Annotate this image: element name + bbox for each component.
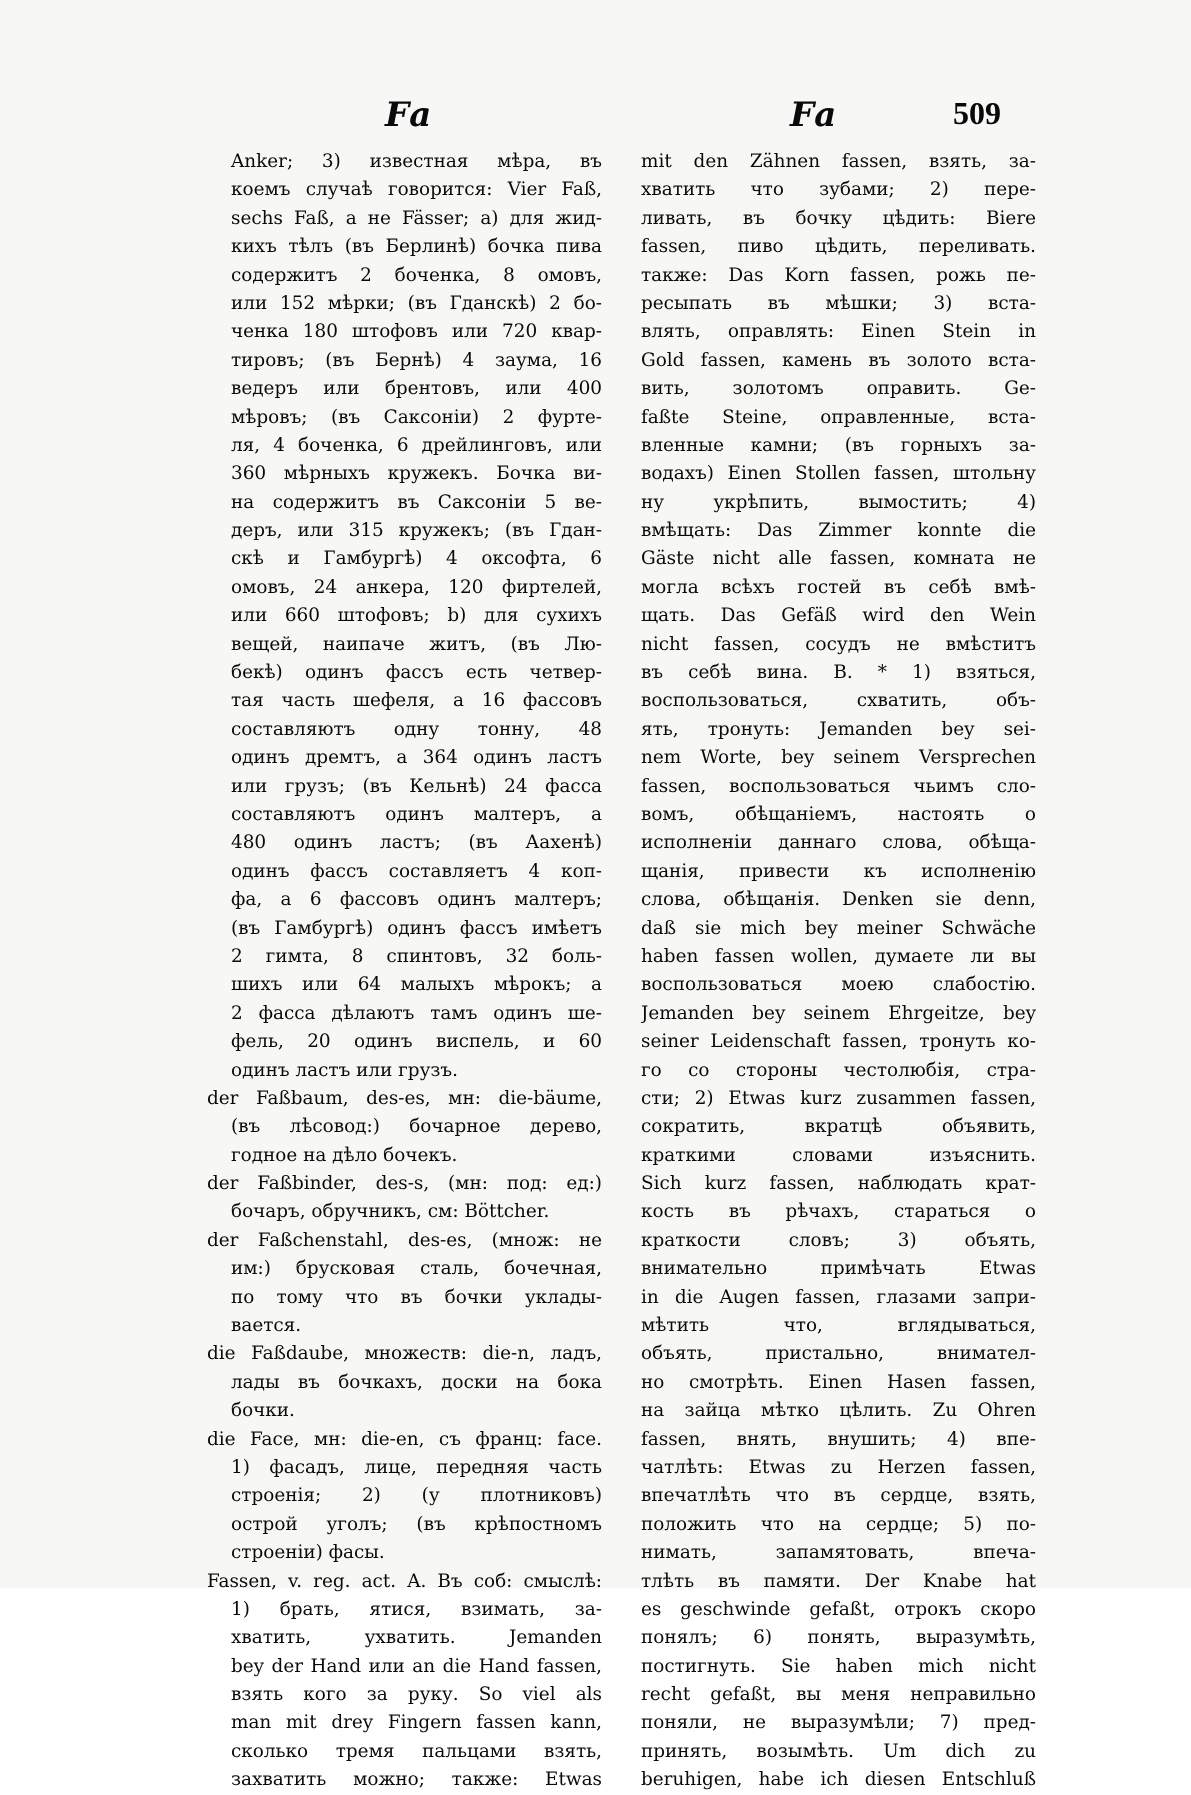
text-line: фа, а 6 фассовъ одинъ малтеръ;: [231, 889, 602, 911]
text-line: nicht fassen, сосудъ не вмѣститъ: [641, 633, 1036, 655]
text-line: 1) фасадъ, лице, передняя часть: [231, 1456, 602, 1478]
text-line: es geschwinde gefaßt, отрокъ скоро: [641, 1598, 1036, 1620]
text-line: вещей, наипаче житъ, (въ Лю-: [231, 633, 602, 655]
text-line: ведеръ или брентовъ, или 400: [231, 378, 602, 400]
text-line: вленные камни; (въ горныхъ за-: [641, 434, 1036, 456]
running-head-left: Fa: [385, 95, 434, 135]
text-line: ресыпать въ мѣшки; 3) вста-: [641, 292, 1036, 314]
text-line: внимательно примѣчать Etwas: [641, 1258, 1036, 1280]
text-line: сократить, вкратцѣ объявить,: [641, 1116, 1036, 1138]
text-line: der Faßbaum, des-es, мн: die-bäume,: [207, 1087, 602, 1109]
text-line: 360 мѣрныхъ кружекъ. Бочка ви-: [231, 463, 602, 485]
text-line: одинъ фассъ составляетъ 4 коп-: [231, 860, 602, 882]
right-column: [641, 148, 1036, 1795]
text-line: въ себѣ вина. B. * 1) взяться,: [641, 662, 1036, 684]
text-line: bey der Hand или an die Hand fassen,: [231, 1655, 602, 1677]
text-line: на содержитъ въ Саксоніи 5 ве-: [231, 491, 602, 513]
text-line: исполненіи даннаго слова, обѣща-: [641, 832, 1036, 854]
text-line: fassen, воспользоваться чьимъ сло-: [641, 775, 1036, 797]
text-line: лады въ бочкахъ, доски на бока: [231, 1371, 602, 1393]
text-line: бочаръ, обручникъ, см: Böttcher.: [231, 1201, 550, 1223]
text-line: краткими словами изъяснить.: [641, 1144, 1036, 1166]
text-line: мѣровъ; (въ Саксоніи) 2 фурте-: [231, 406, 602, 428]
text-line: или 660 штофовъ; b) для сухихъ: [231, 605, 602, 627]
text-line: in die Augen fassen, глазами запри-: [641, 1286, 1036, 1308]
text-line: строенія; 2) (у плотниковъ): [231, 1485, 602, 1507]
text-line: щать. Das Gefäß wird den Wein: [641, 605, 1036, 627]
text-line: Jemanden bey seinem Ehrgeitze, bey: [641, 1002, 1036, 1024]
text-line: хватить, ухватить. Jemanden: [231, 1627, 602, 1649]
text-line: коемъ случаѣ говорится: Vier Faß,: [231, 179, 602, 201]
text-line: faßte Steine, оправленные, вста-: [641, 406, 1036, 428]
text-line: взять кого за руку. So viel als: [231, 1684, 602, 1706]
text-line: поняли, не выразумѣли; 7) пред-: [641, 1712, 1036, 1734]
text-line: им:) брусковая сталь, бочечная,: [231, 1258, 602, 1280]
text-line: ля, 4 боченка, 6 дрейлинговъ, или: [231, 434, 602, 456]
text-line: бочки.: [231, 1400, 295, 1422]
text-line: der Faßbinder, des-s, (мн: под: ед:): [207, 1173, 602, 1195]
text-line: одинъ дремтъ, а 364 одинъ ластъ: [231, 747, 602, 769]
text-line: (въ лѣсовод:) бочарное дерево,: [231, 1116, 602, 1138]
text-line: (въ Гамбургѣ) одинъ фассъ имѣетъ: [231, 917, 602, 939]
text-line: составляютъ одинъ малтеръ, а: [231, 803, 602, 825]
text-line: die Faßdaube, множеств: die-n, ладъ,: [207, 1343, 602, 1365]
text-line: содержитъ 2 боченка, 8 омовъ,: [231, 264, 602, 286]
text-line: строеніи) фасы.: [231, 1542, 385, 1564]
text-line: воспользоваться моею слабостію.: [641, 974, 1036, 996]
text-line: daß sie mich bey meiner Schwäche: [641, 917, 1036, 939]
text-line: тая часть шефеля, а 16 фассовъ: [231, 690, 602, 712]
text-line: seiner Leidenschaft fassen, тронуть ко-: [641, 1031, 1036, 1053]
text-line: омовъ, 24 анкера, 120 фиртелей,: [231, 576, 602, 598]
running-head-right: Fa: [790, 95, 839, 135]
text-line: мѣтить что, вглядываться,: [641, 1315, 1036, 1337]
text-line: одинъ ластъ или грузъ.: [231, 1059, 458, 1081]
text-line: recht gefaßt, вы меня неправильно: [641, 1684, 1036, 1706]
text-line: вить, золотомъ оправить. Ge-: [641, 378, 1036, 400]
text-line: тлѣть въ памяти. Der Knabe hat: [641, 1570, 1036, 1592]
page-header: [0, 95, 1191, 145]
text-line: Sich kurz fassen, наблюдать крат-: [641, 1173, 1036, 1195]
text-line: der Faßchenstahl, des-es, (множ: не: [207, 1229, 602, 1251]
text-line: или грузъ; (въ Кельнѣ) 24 фасса: [231, 775, 602, 797]
text-line: кихъ тѣлъ (въ Берлинѣ) бочка пива: [231, 236, 602, 258]
text-line: вается.: [231, 1315, 302, 1337]
text-line: объять, пристально, внимател-: [641, 1343, 1036, 1365]
text-line: mit den Zähnen fassen, взять, за-: [641, 151, 1036, 172]
text-line: бекѣ) одинъ фассъ есть четвер-: [231, 662, 602, 684]
text-line: beruhigen, habe ich diesen Entschluß: [641, 1769, 1036, 1791]
text-line: водахъ) Einen Stollen fassen, штольну: [641, 463, 1036, 485]
text-line: могла всѣхъ гостей въ себѣ вмѣ-: [641, 576, 1036, 598]
text-line: 1) брать, ятися, взимать, за-: [231, 1598, 602, 1620]
text-line: ну укрѣпить, вымостить; 4): [641, 491, 1036, 513]
text-line: Anker; 3) известная мѣра, въ: [231, 151, 602, 172]
text-line: fassen, пиво цѣдить, переливать.: [641, 236, 1036, 258]
text-line: на зайца мѣтко цѣлить. Zu Ohren: [641, 1400, 1036, 1422]
text-line: вомъ, обѣщаніемъ, настоять о: [641, 803, 1036, 825]
text-line: годное на дѣло бочекъ.: [231, 1144, 458, 1166]
text-line: воспользоваться, схватить, объ-: [641, 690, 1036, 712]
text-line: nem Worte, bey seinem Versprechen: [641, 747, 1036, 769]
text-line: sechs Faß, а не Fässer; a) для жид-: [231, 207, 602, 229]
text-line: чатлѣть: Etwas zu Herzen fassen,: [641, 1456, 1036, 1478]
text-line: ять, тронуть: Jemanden bey sei-: [641, 718, 1036, 740]
text-line: Gold fassen, камень въ золото вста-: [641, 349, 1036, 371]
text-line: тировъ; (въ Бернѣ) 4 заума, 16: [231, 349, 602, 371]
text-line: вмѣщать: Das Zimmer konnte die: [641, 520, 1036, 542]
text-line: сколько тремя пальцами взять,: [231, 1740, 602, 1762]
text-line: го со стороны честолюбія, стра-: [641, 1059, 1036, 1081]
page-number: 509: [953, 95, 1001, 131]
text-line: также: Das Korn fassen, рожь пе-: [641, 264, 1036, 286]
text-line: Fassen, v. reg. act. A. Въ соб: смыслѣ:: [207, 1570, 602, 1592]
text-line: или 152 мѣрки; (въ Гданскѣ) 2 бо-: [231, 292, 602, 314]
text-line: слова, обѣщанія. Denken sie denn,: [641, 889, 1036, 911]
text-line: влять, оправлять: Einen Stein in: [641, 321, 1036, 343]
text-line: постигнуть. Sie haben mich nicht: [641, 1655, 1036, 1677]
text-line: man mit drey Fingern fassen kann,: [231, 1712, 602, 1734]
text-line: деръ, или 315 кружекъ; (въ Гдан-: [231, 520, 602, 542]
text-line: сти; 2) Etwas kurz zusammen fassen,: [641, 1087, 1036, 1109]
left-column: [207, 148, 602, 1795]
text-line: Gäste nicht alle fassen, комната не: [641, 548, 1036, 570]
text-line: по тому что въ бочки уклады-: [231, 1286, 602, 1308]
text-line: 2 гимта, 8 спинтовъ, 32 боль-: [231, 945, 602, 967]
text-line: положить что на сердце; 5) по-: [641, 1513, 1036, 1535]
text-line: составляютъ одну тонну, 48: [231, 718, 602, 740]
text-line: ченка 180 штофовъ или 720 квар-: [231, 321, 602, 343]
text-line: нимать, запамятовать, впеча-: [641, 1542, 1036, 1564]
text-line: фель, 20 одинъ виспель, и 60: [231, 1031, 602, 1053]
text-line: fassen, внять, внушить; 4) впе-: [641, 1428, 1036, 1450]
text-line: haben fassen wollen, думаете ли вы: [641, 945, 1036, 967]
text-line: 480 одинъ ластъ; (въ Аахенѣ): [231, 832, 602, 854]
text-line: кость въ рѣчахъ, стараться о: [641, 1201, 1036, 1223]
text-line: впечатлѣть что въ сердце, взять,: [641, 1485, 1036, 1507]
text-line: захватить можно; также: Etwas: [231, 1769, 602, 1791]
text-line: 2 фасса дѣлаютъ тамъ одинъ ше-: [231, 1002, 602, 1024]
text-line: шихъ или 64 малыхъ мѣрокъ; а: [231, 974, 602, 996]
text-line: краткости словъ; 3) объять,: [641, 1229, 1036, 1251]
text-line: ливать, въ бочку цѣдить: Biere: [641, 207, 1036, 229]
text-line: понялъ; 6) понять, выразумѣть,: [641, 1627, 1036, 1649]
text-line: скѣ и Гамбургѣ) 4 оксофта, 6: [231, 548, 602, 570]
text-line: принять, возымѣть. Um dich zu: [641, 1740, 1036, 1762]
text-line: острой уголъ; (въ крѣпостномъ: [231, 1513, 602, 1535]
text-line: die Face, мн: die-en, съ франц: face.: [207, 1428, 602, 1450]
text-line: хватить что зубами; 2) пере-: [641, 179, 1036, 201]
text-line: но смотрѣть. Einen Hasen fassen,: [641, 1371, 1036, 1393]
text-line: щанія, привести къ исполненію: [641, 860, 1036, 882]
